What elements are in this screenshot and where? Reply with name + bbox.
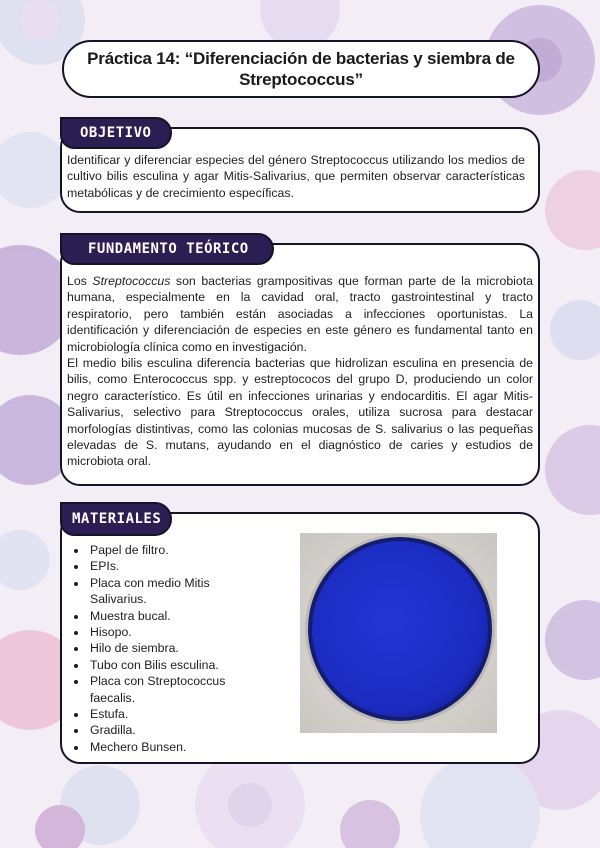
list-item: • Tubo con Bilis esculina. xyxy=(88,657,263,673)
list-item: • Hisopo. xyxy=(88,624,263,640)
theory-text xyxy=(67,273,533,470)
objective-paragraph: Identificar y diferenciar especies del género Streptococcus utilizando los medios de cultivo bilis esculina y agar Mitis-Salivarius, que permiten observar características metabólicas y de crecimiento específicas. xyxy=(67,153,525,200)
theory-p1-start: Los xyxy=(67,274,93,288)
list-item: • EPIs. xyxy=(88,558,263,574)
petri-dish-photo xyxy=(300,533,497,733)
page-title: Práctica 14: “Diferenciación de bacterias y siembra de Streptococcus” xyxy=(62,40,540,98)
theory-paragraph-2: El medio bilis esculina diferencia bacterias que hidrolizan esculina en presencia de bilis, como Enterococcus spp. y estreptococos del grupo D, produciendo un color negro característico. Es útil en infecciones urinarias y endocarditis. El agar Mitis-Salivarius, selectivo para Streptococcus orales, utiliza sucrosa para destacar morfologías distintivas, como las colonias mucosas de S. salivarius o las pequeñas elevadas de S. mutans, ayudando en el diagnóstico de caries y estudios de microbiota oral. xyxy=(67,356,533,469)
list-item: • Papel de filtro. xyxy=(88,542,263,558)
list-item: • Mechero Bunsen. xyxy=(88,739,263,755)
list-item: • Muestra bucal. xyxy=(88,608,263,624)
objective-text xyxy=(67,152,525,201)
materials-list xyxy=(68,542,263,755)
list-item: • Placa con Streptococcus faecalis. xyxy=(88,673,263,706)
theory-p1-rest: son bacterias grampositivas que forman parte de la microbiota humana, especialmente en la cavidad oral, tracto gastrointestinal y tracto respiratorio, pero también están asociadas a infecciones oportunistas. La identificación y diferenciación de especies en este género es fundamental tanto en microbiología clínica como en investigación. xyxy=(67,274,533,354)
list-item: • Gradilla. xyxy=(88,722,263,738)
materials-heading: MATERIALES xyxy=(60,502,172,536)
objective-heading: OBJETIVO xyxy=(60,117,172,149)
theory-p1-genus: Streptococcus xyxy=(92,274,171,288)
list-item: • Hilo de siembra. xyxy=(88,640,263,656)
theory-paragraph-1 xyxy=(67,273,533,355)
list-item: • Placa con medio Mitis Salivarius. xyxy=(88,575,263,608)
petri-dish-image xyxy=(300,533,497,733)
list-item: • Estufa. xyxy=(88,706,263,722)
theory-heading: FUNDAMENTO TEÓRICO xyxy=(60,233,274,265)
